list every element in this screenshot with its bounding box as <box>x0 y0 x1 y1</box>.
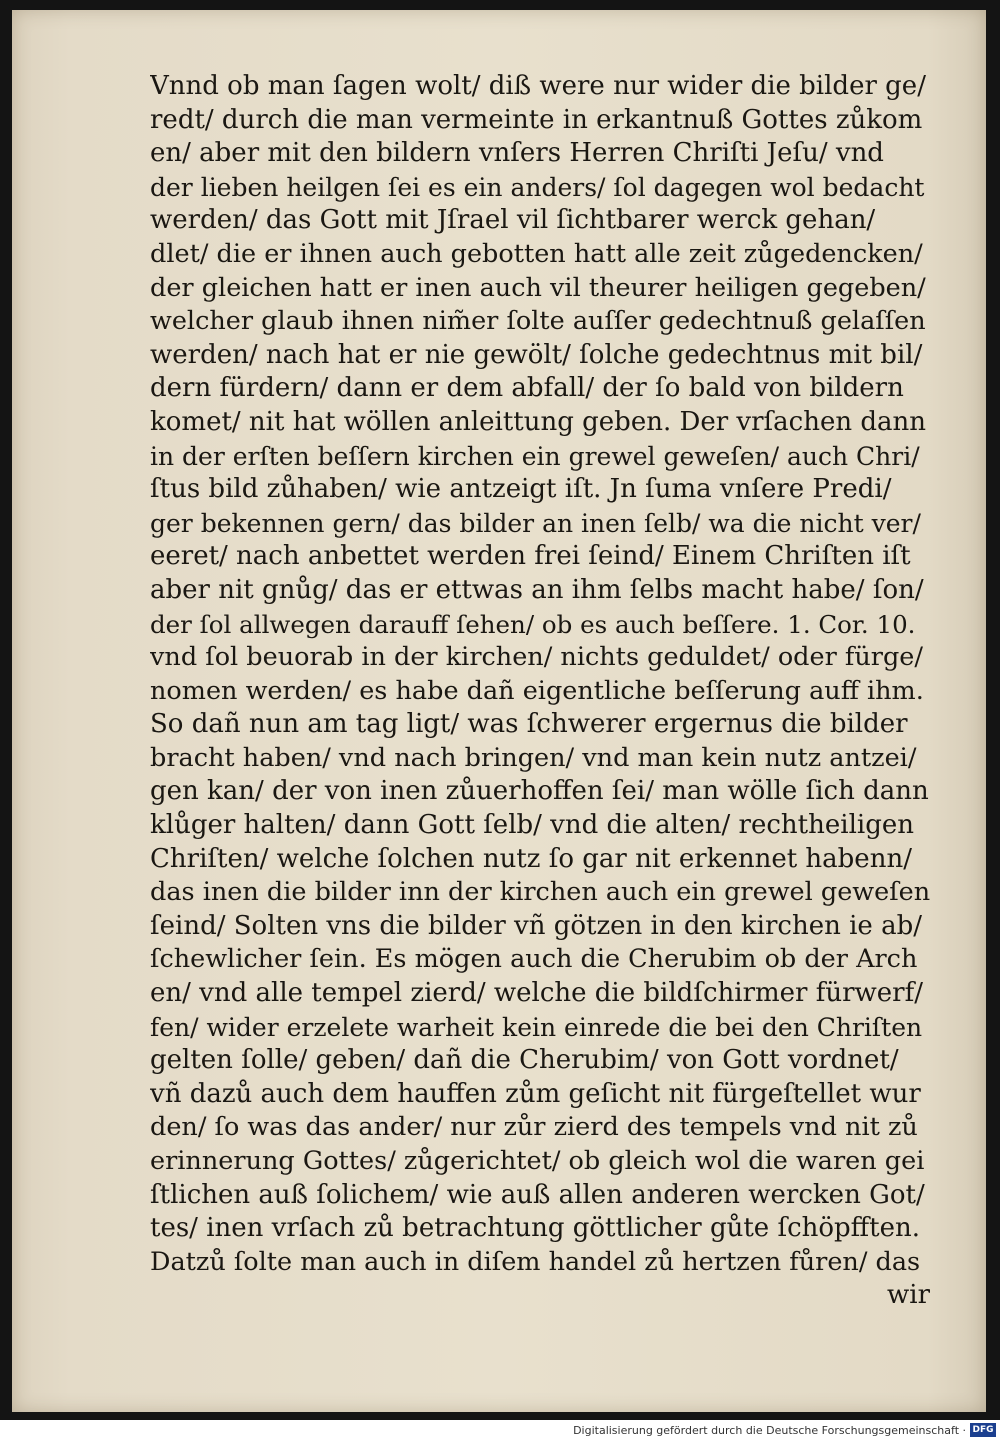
text-line: welcher glaub ihnen nim̃er ſolte auſſer gedechtnuß gelaſſen <box>150 306 926 337</box>
text-line: ſtlichen auß ſolichem/ wie auß allen anderen wercken Got/ <box>150 1179 925 1210</box>
text-line: ſtus bild zůhaben/ wie antzeigt iſt. Jn ſuma vnſere Predi/ <box>150 474 892 505</box>
text-line: redt/ durch die man vermeinte in erkantnuß Gottes zůkom <box>150 104 923 135</box>
text-line: erinnerung Gottes/ zůgerichtet/ ob gleich wol die waren gei <box>150 1146 925 1176</box>
text-line: vnd ſol beuorab in der kirchen/ nichts geduldet/ oder fürge/ <box>150 642 923 673</box>
text-line: eeret/ nach anbettet werden frei ſeind/ Einem Chriſten iſt <box>150 541 911 572</box>
text-line: komet/ nit hat wöllen anleittung geben. Der vrſachen dann <box>150 406 926 437</box>
text-line: der ſol allwegen darauff ſehen/ ob es auch beſſere. 1. Cor. 10. <box>150 609 916 639</box>
text-line: en/ vnd alle tempel zierd/ welche die bildſchirmer fürwerf/ <box>150 978 923 1009</box>
text-line: dlet/ die er ihnen auch gebotten hatt alle zeit zůgedencken/ <box>150 238 923 269</box>
funding-notice: Digitalisierung gefördert durch die Deutsche Forschungsgemeinschaft · <box>573 1424 966 1437</box>
text-line: So dañ nun am tag ligt/ was ſchwerer ergernus die bilder <box>150 709 908 740</box>
text-line: werden/ das Gott mit Jſrael vil ſichtbarer werck gehan/ <box>150 205 876 236</box>
text-line: klůger halten/ dann Gott ſelb/ vnd die alten/ rechtheiligen <box>150 810 914 841</box>
text-line: der gleichen hatt er inen auch vil theurer heiligen gegeben/ <box>150 272 926 303</box>
dfg-logo-icon: DFG <box>970 1423 996 1437</box>
text-line: fen/ wider erzelete warheit kein einrede die bei den Chriſten <box>150 1012 923 1042</box>
text-line: Vnnd ob man ſagen wolt/ diß were nur wider die bilder ge/ <box>150 71 926 101</box>
text-line: Chriſten/ welche ſolchen nutz ſo gar nit erkennet habenn/ <box>150 843 912 874</box>
text-line: den/ ſo was das ander/ nur zůr zierd des tempels vnd nit zů <box>150 1112 918 1143</box>
text-block <box>150 70 930 1313</box>
text-line: dern fürdern/ dann er dem abfall/ der ſo bald von bildern <box>150 373 904 404</box>
text-line: gen kan/ der von inen zůuerhoffen ſei/ man wölle ſich dann <box>150 776 929 807</box>
text-line: in der erſten beſſern kirchen ein grewel geweſen/ auch Chri/ <box>150 441 920 471</box>
text-line: nomen werden/ es habe dañ eigentliche beſſerung auff ihm. <box>150 675 924 706</box>
footer <box>0 1420 1000 1443</box>
book-page <box>12 10 986 1412</box>
text-line: das inen die bilder inn der kirchen auch ein grewel geweſen <box>150 877 930 908</box>
catchword: wir <box>887 1280 930 1311</box>
text-line: en/ aber mit den bildern vnſers Herren Chriſti Jeſu/ vnd <box>150 138 884 169</box>
text-line: ſeind/ Solten vns die bilder vñ götzen in den kirchen ie ab/ <box>150 910 922 941</box>
text-line: vñ dazů auch dem hauffen zům geſicht nit fürgeſtellet wur <box>150 1078 921 1109</box>
text-line: gelten ſolle/ geben/ dañ die Cherubim/ von Gott vordnet/ <box>150 1045 899 1076</box>
text-line: ſchewlicher ſein. Es mögen auch die Cherubim ob der Arch <box>150 944 918 975</box>
text-line: werden/ nach hat er nie gewölt/ ſolche gedechtnus mit bil/ <box>150 339 923 370</box>
text-line: ger bekennen gern/ das bilder an inen ſelb/ wa die nicht ver/ <box>150 508 921 538</box>
text-line: aber nit gnůg/ das er ettwas an ihm ſelbs macht habe/ ſon/ <box>150 574 924 605</box>
text-line: bracht haben/ vnd nach bringen/ vnd man kein nutz antzei/ <box>150 742 917 773</box>
text-line: der lieben heilgen ſei es ein anders/ ſol dagegen wol bedacht <box>150 172 925 202</box>
text-line: Datzů ſolte man auch in diſem handel zů hertzen fůren/ das <box>150 1246 921 1277</box>
text-line: tes/ inen vrſach zů betrachtung göttlicher gůte ſchöpfften. <box>150 1213 920 1244</box>
